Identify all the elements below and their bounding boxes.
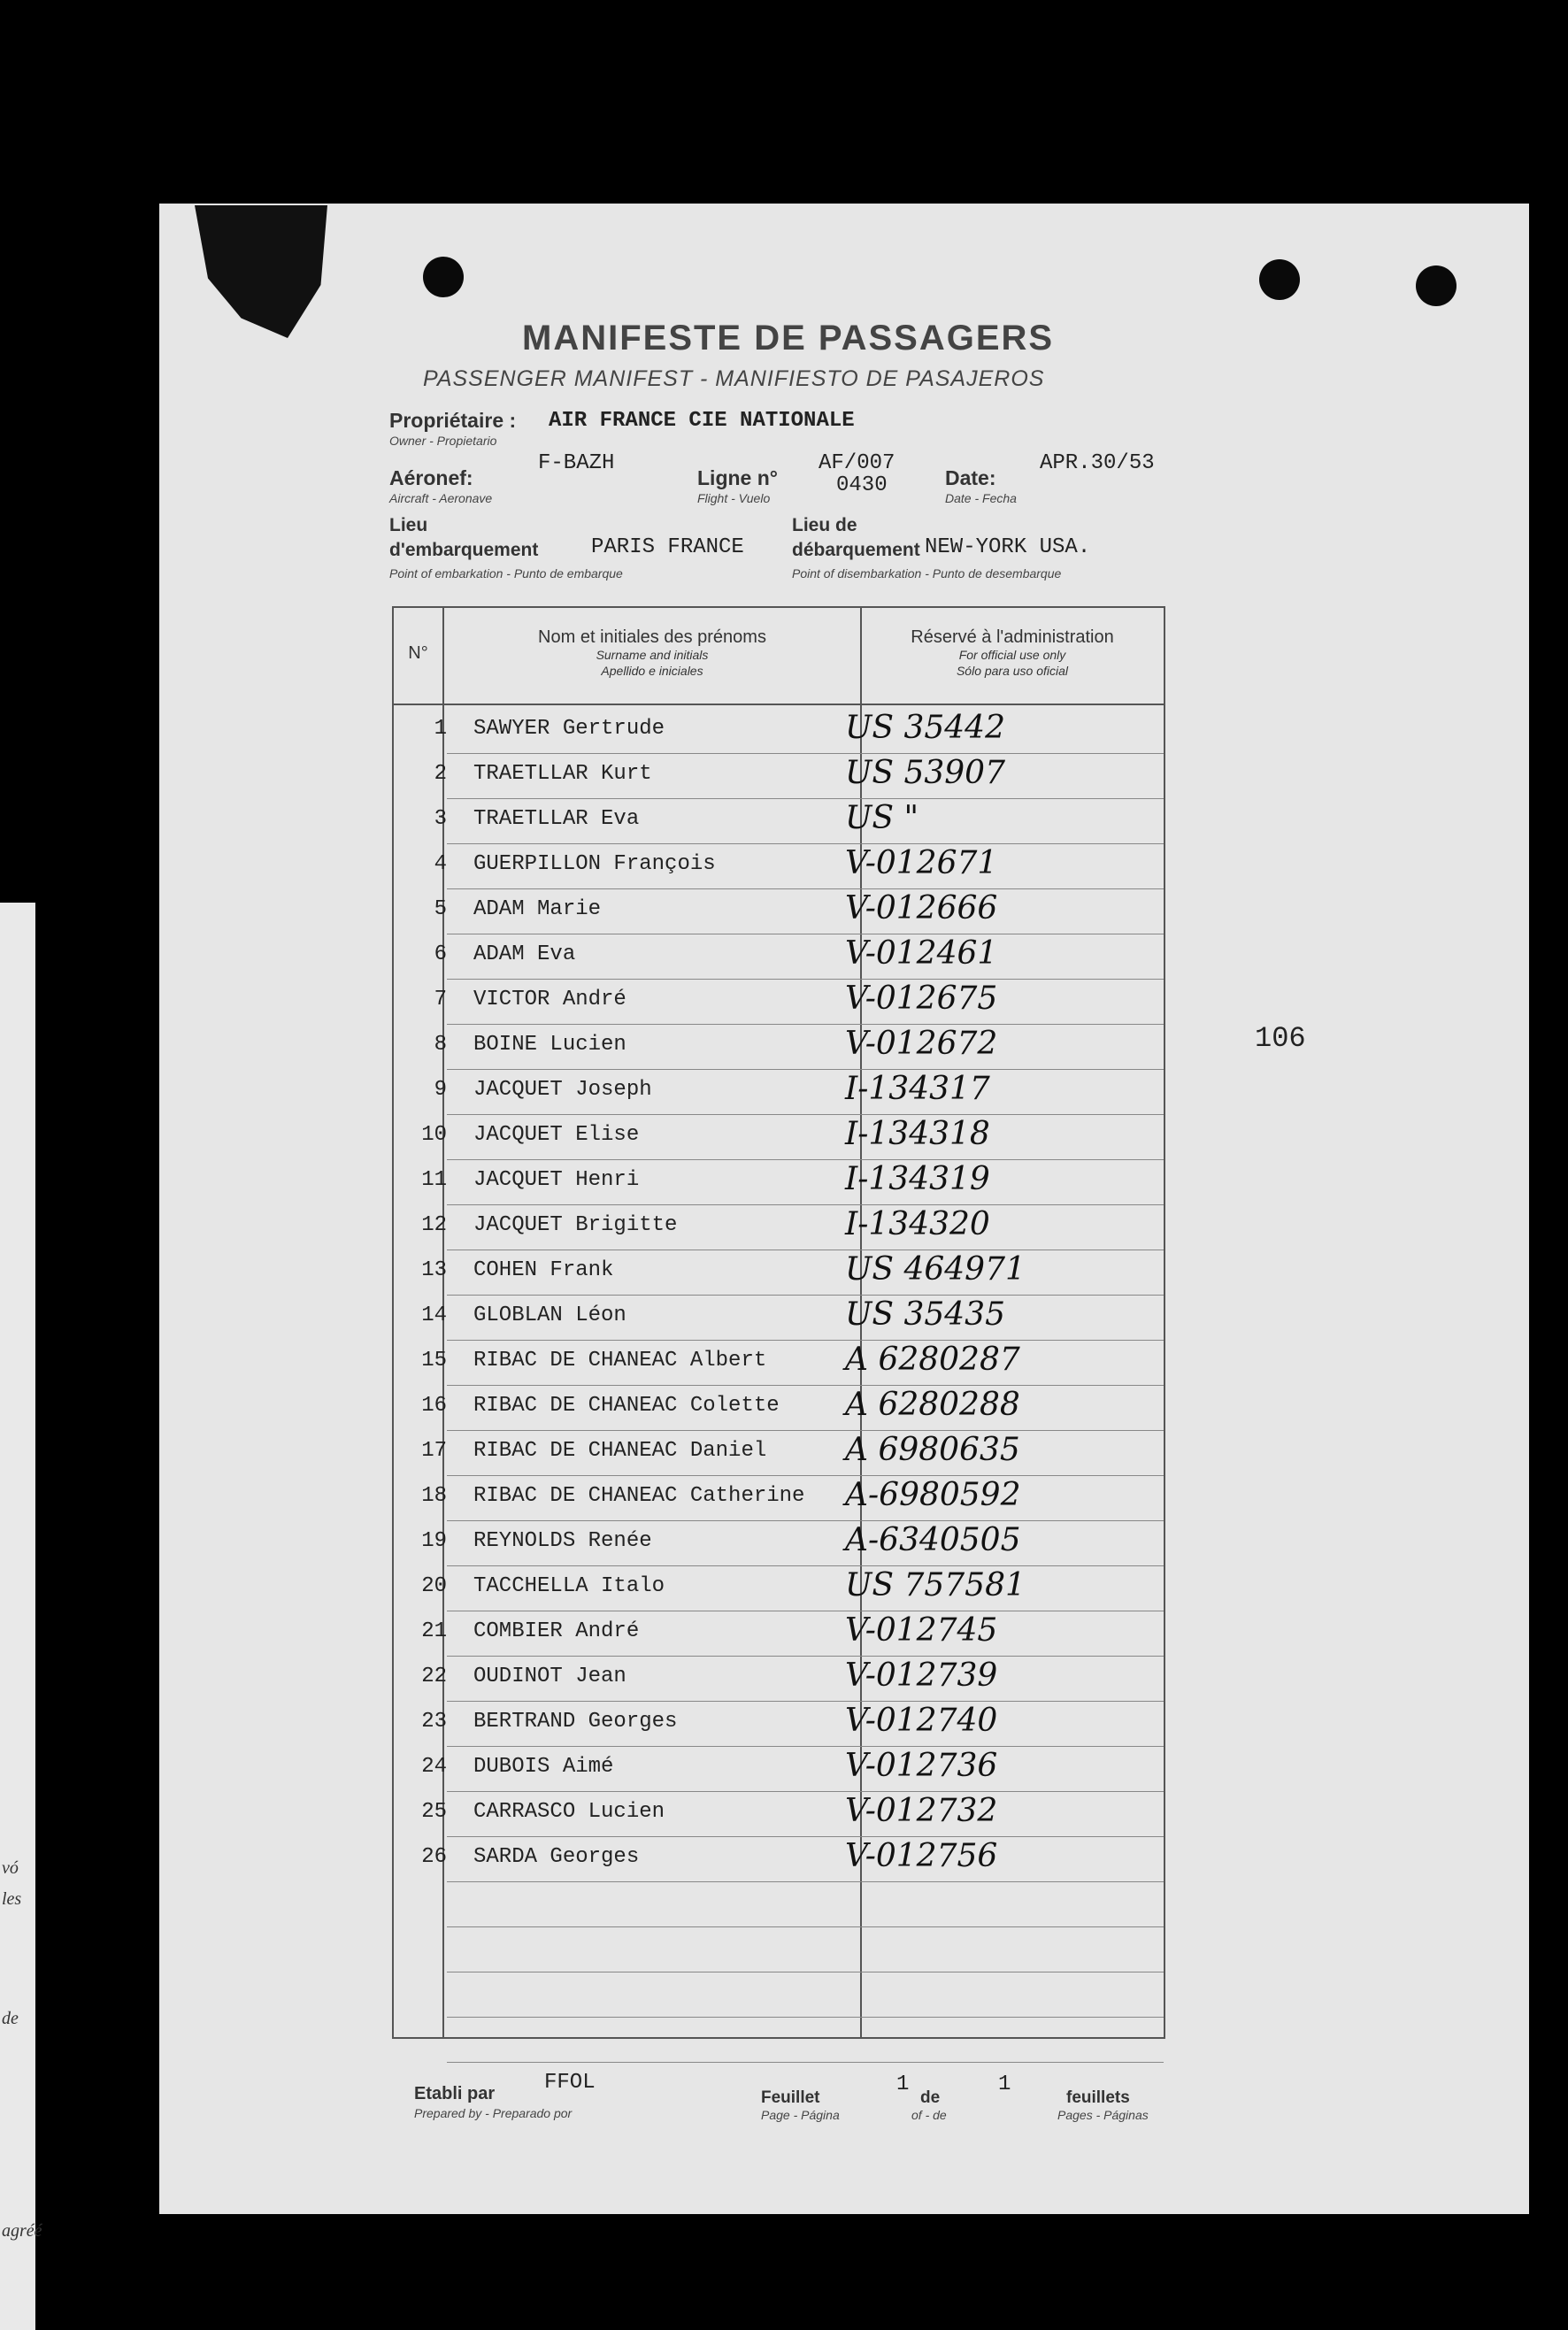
row-number: 24 [421, 1755, 447, 1779]
row-number: 5 [434, 897, 447, 921]
passenger-row [394, 1251, 1164, 1296]
disembark-label: Lieu de [792, 515, 857, 535]
prepared-value: FFOL [544, 2071, 596, 2095]
passenger-row [394, 1342, 1164, 1386]
of-sublabel: of - de [911, 2108, 947, 2122]
row-rule [447, 1475, 1164, 1476]
embark-label: d'embarquement [389, 540, 539, 560]
aircraft-sublabel: Aircraft - Aeronave [389, 491, 493, 505]
passenger-row [394, 1703, 1164, 1747]
adjacent-page-strip [0, 903, 42, 2330]
row-number: 13 [421, 1258, 447, 1282]
passenger-row [394, 1838, 1164, 1882]
passenger-row [394, 1748, 1164, 1792]
row-number: 2 [434, 762, 447, 786]
handwritten-document-number: V-012671 [845, 845, 998, 881]
empty-row [394, 1883, 1164, 1927]
passenger-name: SARDA Georges [473, 1845, 640, 1869]
handwritten-document-number: A 6280288 [845, 1387, 1020, 1423]
passenger-row [394, 1612, 1164, 1657]
passenger-name: VICTOR André [473, 988, 626, 1011]
row-rule [447, 1836, 1164, 1837]
passenger-row [394, 1387, 1164, 1431]
passenger-name: BOINE Lucien [473, 1033, 626, 1057]
passenger-name: RIBAC DE CHANEAC Colette [473, 1394, 780, 1418]
handwritten-document-number: V-012675 [845, 980, 998, 1017]
passenger-name: TRAETLLAR Eva [473, 807, 640, 831]
passenger-name: OUDINOT Jean [473, 1665, 626, 1688]
handwritten-document-number: A-6980592 [845, 1477, 1021, 1513]
passenger-row [394, 1071, 1164, 1115]
row-number: 9 [434, 1078, 447, 1102]
handwritten-document-number: V-012666 [845, 890, 998, 927]
passenger-name: DUBOIS Aimé [473, 1755, 614, 1779]
row-rule [447, 979, 1164, 980]
document-subtitle: PASSENGER MANIFEST - MANIFIESTO DE PASAJEROS [423, 366, 1045, 391]
row-number: 10 [421, 1123, 447, 1147]
row-rule [447, 843, 1164, 844]
passenger-name: COMBIER André [473, 1619, 640, 1643]
passenger-row [394, 1161, 1164, 1205]
document-title: MANIFESTE DE PASSAGERS [522, 319, 1055, 358]
passenger-name: JACQUET Joseph [473, 1078, 652, 1102]
date-value: APR.30/53 [1040, 451, 1155, 475]
row-number: 12 [421, 1213, 447, 1237]
passenger-name: GUERPILLON François [473, 852, 716, 876]
prepared-label: Etabli par [414, 2084, 496, 2103]
row-number: 22 [421, 1665, 447, 1688]
flight-sublabel: Flight - Vuelo [697, 491, 771, 505]
page-value: 1 [896, 2072, 910, 2096]
handwritten-document-number: US 35435 [845, 1296, 1005, 1333]
passenger-name: JACQUET Henri [473, 1168, 640, 1192]
fragment-text: de [2, 2009, 19, 2028]
row-number: 15 [421, 1349, 447, 1373]
passenger-row [394, 800, 1164, 844]
row-rule [447, 1430, 1164, 1431]
handwritten-document-number: V-012745 [845, 1612, 998, 1649]
fragment-text: vó [2, 1858, 19, 1878]
punch-hole [1259, 259, 1300, 300]
owner-label: Propriétaire : [389, 409, 517, 432]
handwritten-document-number: V-012672 [845, 1026, 998, 1062]
handwritten-document-number: A 6980635 [845, 1432, 1020, 1468]
row-number: 14 [421, 1303, 447, 1327]
aircraft-value: F-BAZH [538, 451, 615, 475]
column-header-admin-sub: For official use only [958, 648, 1066, 662]
row-number: 16 [421, 1394, 447, 1418]
row-rule [447, 1701, 1164, 1702]
row-number: 4 [434, 852, 447, 876]
passenger-row [394, 980, 1164, 1025]
row-number: 20 [421, 1574, 447, 1598]
handwritten-document-number: US 757581 [845, 1567, 1026, 1603]
page-sublabel: Page - Página [761, 2108, 840, 2122]
row-rule [447, 2062, 1164, 2063]
date-sublabel: Date - Fecha [945, 491, 1017, 505]
passenger-row [394, 1657, 1164, 1702]
row-number: 18 [421, 1484, 447, 1508]
row-number: 1 [434, 717, 447, 741]
passenger-row [394, 890, 1164, 934]
row-number: 23 [421, 1710, 447, 1734]
handwritten-document-number: I-134318 [845, 1116, 990, 1152]
row-rule [447, 1791, 1164, 1792]
passenger-name: COHEN Frank [473, 1258, 614, 1282]
embark-label: Lieu [389, 515, 428, 535]
row-number: 19 [421, 1529, 447, 1553]
column-header-name-sub: Apellido e iniciales [601, 664, 703, 678]
handwritten-document-number: US 464971 [845, 1251, 1026, 1288]
total-pages-value: 1 [998, 2072, 1011, 2096]
punch-hole [1416, 265, 1457, 306]
row-rule [447, 1114, 1164, 1115]
row-rule [447, 1204, 1164, 1205]
row-rule [447, 753, 1164, 754]
passenger-name: RIBAC DE CHANEAC Daniel [473, 1439, 767, 1463]
row-rule [447, 1565, 1164, 1566]
passenger-row [394, 1296, 1164, 1341]
column-header-admin-sub: Sólo para uso oficial [956, 664, 1069, 678]
of-label: de [920, 2088, 941, 2107]
row-rule [447, 1385, 1164, 1386]
passenger-row [394, 1793, 1164, 1837]
passenger-name: REYNOLDS Renée [473, 1529, 652, 1553]
handwritten-document-number: V-012739 [845, 1657, 998, 1694]
row-rule [447, 1926, 1164, 1927]
fragment-text: agréé [2, 2221, 42, 2241]
passenger-row [394, 1567, 1164, 1611]
passenger-row [394, 1432, 1164, 1476]
row-number: 25 [421, 1800, 447, 1824]
passenger-row [394, 1026, 1164, 1070]
passenger-row [394, 1206, 1164, 1250]
handwritten-document-number: V-012461 [845, 935, 998, 972]
row-rule [447, 1746, 1164, 1747]
row-rule [447, 1159, 1164, 1160]
row-rule [447, 1656, 1164, 1657]
passenger-row [394, 1116, 1164, 1160]
row-rule [447, 1520, 1164, 1521]
handwritten-document-number: US 35442 [845, 710, 1005, 746]
empty-row [394, 2019, 1164, 2063]
flight-time: 0430 [836, 473, 888, 497]
passenger-name: ADAM Marie [473, 897, 602, 921]
row-number: 21 [421, 1619, 447, 1643]
owner-value: AIR FRANCE CIE NATIONALE [549, 409, 855, 433]
row-number: 3 [434, 807, 447, 831]
row-rule [447, 1881, 1164, 1882]
column-header-name: Nom et initiales des prénoms [538, 627, 766, 647]
row-number: 26 [421, 1845, 447, 1869]
page-number-annotation: 106 [1255, 1022, 1306, 1055]
row-number: 7 [434, 988, 447, 1011]
row-rule [447, 888, 1164, 889]
row-number: 8 [434, 1033, 447, 1057]
passenger-row [394, 1477, 1164, 1521]
passenger-name: RIBAC DE CHANEAC Albert [473, 1349, 767, 1373]
handwritten-document-number: V-012736 [845, 1748, 998, 1784]
row-number: 11 [421, 1168, 447, 1192]
row-rule [447, 1295, 1164, 1296]
handwritten-document-number: V-012740 [845, 1703, 998, 1739]
passenger-name: GLOBLAN Léon [473, 1303, 626, 1327]
disembark-sublabel: Point of disembarkation - Punto de desembarque [792, 566, 1062, 581]
flight-value: AF/007 [819, 451, 895, 475]
passenger-name: TRAETLLAR Kurt [473, 762, 652, 786]
pages-label: feuillets [1066, 2088, 1130, 2107]
passenger-name: CARRASCO Lucien [473, 1800, 665, 1824]
row-rule [447, 1069, 1164, 1070]
row-number: 17 [421, 1439, 447, 1463]
row-rule [447, 798, 1164, 799]
row-number: 6 [434, 942, 447, 966]
passenger-name: JACQUET Brigitte [473, 1213, 678, 1237]
passenger-name: JACQUET Elise [473, 1123, 640, 1147]
handwritten-document-number: A-6340505 [845, 1522, 1021, 1558]
handwritten-document-number: I-134317 [845, 1071, 990, 1107]
embark-sublabel: Point of embarkation - Punto de embarque [389, 566, 623, 581]
row-rule [447, 1340, 1164, 1341]
handwritten-document-number: US 53907 [845, 755, 1005, 791]
handwritten-document-number: I-134320 [845, 1206, 990, 1242]
passenger-row [394, 1522, 1164, 1566]
passenger-name: TACCHELLA Italo [473, 1574, 665, 1598]
passenger-row [394, 935, 1164, 980]
page-label: Feuillet [761, 2088, 820, 2107]
fragment-text: les [2, 1889, 22, 1909]
column-header-admin: Réservé à l'administration [911, 627, 1114, 647]
prepared-sublabel: Prepared by - Preparado por [414, 2106, 573, 2120]
row-rule [447, 1024, 1164, 1025]
punch-hole [423, 257, 464, 297]
date-label: Date: [945, 466, 996, 489]
column-header-name-sub: Surname and initials [596, 648, 709, 662]
column-header-no: N° [408, 643, 428, 663]
handwritten-document-number: V-012756 [845, 1838, 998, 1874]
row-rule [447, 2017, 1164, 2018]
passenger-row [394, 755, 1164, 799]
handwritten-document-number: US " [845, 800, 919, 836]
passenger-name: ADAM Eva [473, 942, 576, 966]
passenger-name: RIBAC DE CHANEAC Catherine [473, 1484, 805, 1508]
disembark-label: débarquement [792, 540, 920, 560]
handwritten-document-number: I-134319 [845, 1161, 990, 1197]
embark-value: PARIS FRANCE [591, 535, 744, 559]
pages-sublabel: Pages - Páginas [1057, 2108, 1149, 2122]
passenger-row [394, 710, 1164, 754]
header-divider [394, 704, 1164, 705]
empty-row [394, 1928, 1164, 1972]
empty-row [394, 1973, 1164, 2018]
handwritten-document-number: V-012732 [845, 1793, 998, 1829]
passenger-name: SAWYER Gertrude [473, 717, 665, 741]
owner-sublabel: Owner - Propietario [389, 434, 497, 448]
disembark-value: NEW-YORK USA. [925, 535, 1091, 559]
aircraft-label: Aéronef: [389, 466, 473, 489]
handwritten-document-number: A 6280287 [845, 1342, 1020, 1378]
passenger-table [392, 606, 1165, 2039]
flight-label: Ligne n° [697, 466, 778, 489]
passenger-name: BERTRAND Georges [473, 1710, 678, 1734]
passenger-row [394, 845, 1164, 889]
